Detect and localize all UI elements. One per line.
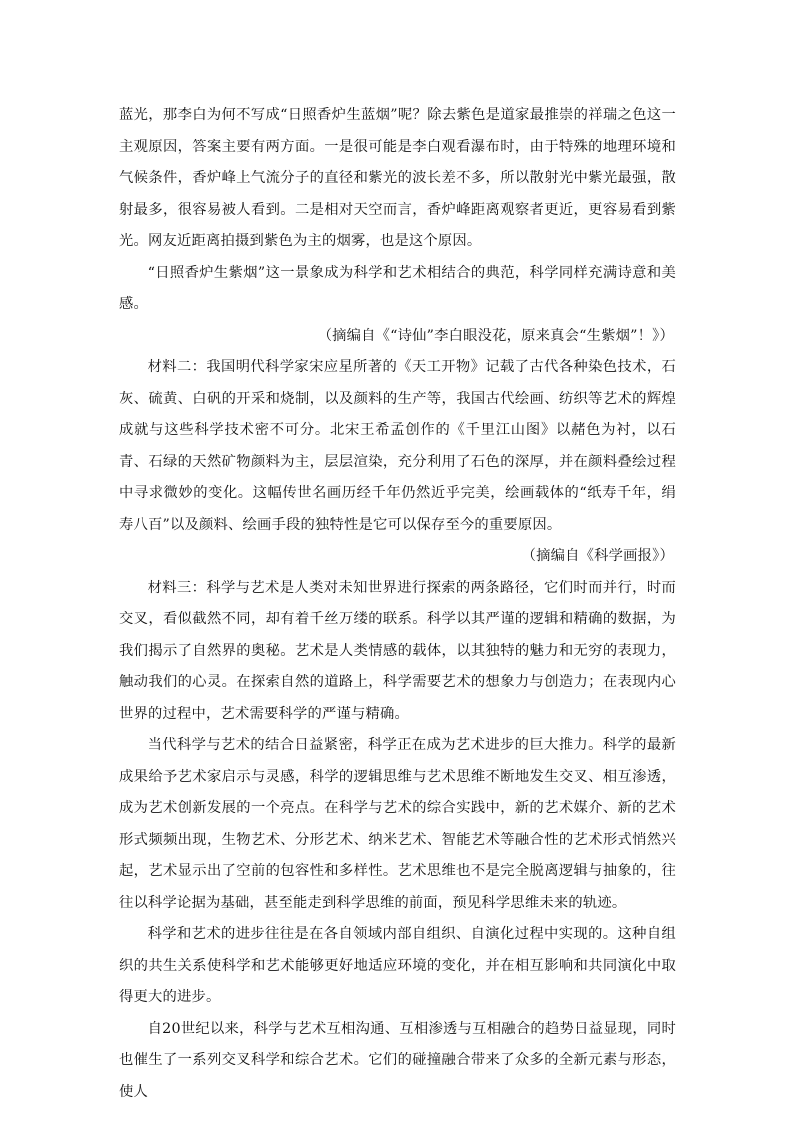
- paragraph-continuation: 蓝光，那李白为何不写成“日照香炉生蓝烟”呢？除去紫色是道家最推崇的祥瑞之色这一主观原因，答案主要有两方面。一是很可能是李白观看瀑布时，由于特殊的地理环境和气候条件，香炉峰上气流分子的直径和紫光的波长差不多，所以散射光中紫光最强，散射最多，很容易被人看到。二是相对天空而言，香炉峰距离观察者更近，更容易看到紫光。网友近距离拍摄到紫色为主的烟雾，也是这个原因。: [119, 107, 676, 249]
- source-citation-2: （摘编自《科学画报》）: [521, 548, 674, 564]
- paragraph-summary: “日照香炉生紫烟”这一景象成为科学和艺术相结合的典范，科学同样充满诗意和美感。: [119, 264, 676, 312]
- paragraph-twentieth-century: 自20世纪以来，科学与艺术互相沟通、互相渗透与互相融合的趋势日益显现，同时也催生了一系列交叉科学和综合艺术。它们的碰撞融合带来了众多的全新元素与形态，使人: [119, 1020, 676, 1100]
- document-body: [119, 100, 676, 1108]
- paragraph-contemporary: 当代科学与艺术的结合日益紧密，科学正在成为艺术进步的巨大推力。科学的最新成果给予艺术家启示与灵感，科学的逻辑思维与艺术思维不断地发生交叉、相互渗透，成为艺术创新发展的一个亮点。在科学与艺术的综合实践中，新的艺术媒介、新的艺术形式频频出现，生物艺术、分形艺术、纳米艺术、智能艺术等融合性的艺术形式悄然兴起，艺术显示出了空前的包容性和多样性。艺术思维也不是完全脱离逻辑与抽象的，往往以科学论据为基础，甚至能走到科学思维的前面，预见科学思维未来的轨迹。: [119, 737, 676, 911]
- source-citation-1: （摘编自《“诗仙”李白眼没花，原来真会“生紫烟”！》）: [317, 327, 674, 344]
- material-two-paragraph: 材料二：我国明代科学家宋应星所著的《天工开物》记载了古代各种染色技术，石灰、硫黄、白矾的开采和烧制，以及颜料的生产等，我国古代绘画、纺织等艺术的辉煌成就与这些科学技术密不可分。北宋王希孟创作的《千里江山图》以赭色为衬，以石青、石绿的天然矿物颜料为主，层层渲染，充分利用了石色的深厚，并在颜料叠绘过程中寻求微妙的变化。这幅传世名画历经千年仍然近乎完美，绘画载体的“纸寿千年，绢寿八百”以及颜料、绘画手段的独特性是它可以保存至今的重要原因。: [119, 359, 676, 533]
- material-three-paragraph: 材料三：科学与艺术是人类对未知世界进行探索的两条路径，它们时而并行，时而交叉，看似截然不同，却有着千丝万缕的联系。科学以其严谨的逻辑和精确的数据，为我们揭示了自然界的奥秘。艺术是人类情感的载体，以其独特的魅力和无穷的表现力，触动我们的心灵。在探索自然的道路上，科学需要艺术的想象力与创造力；在表现内心世界的过程中，艺术需要科学的严谨与精确。: [119, 579, 676, 722]
- paragraph-progress: 科学和艺术的进步往往是在各自领域内部自组织、自演化过程中实现的。这种自组织的共生关系使科学和艺术能够更好地适应环境的变化，并在相互影响和共同演化中取得更大的进步。: [119, 926, 676, 1005]
